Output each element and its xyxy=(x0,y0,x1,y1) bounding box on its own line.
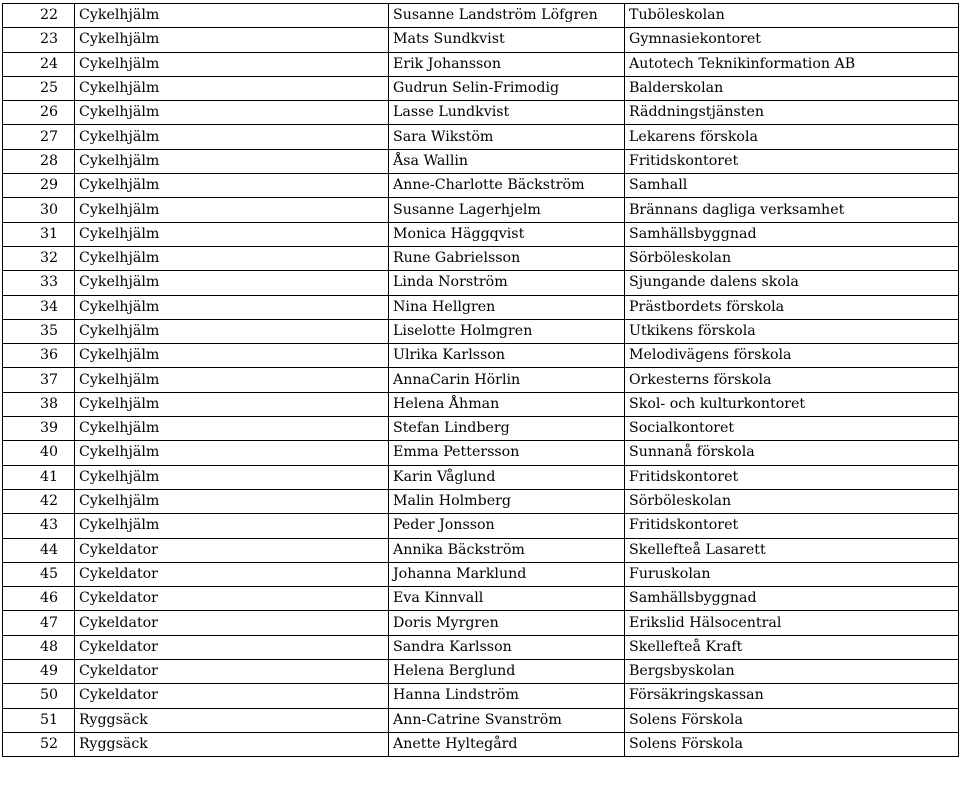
winner-name-cell: Gudrun Selin-Frimodig xyxy=(389,76,625,100)
row-number-cell: 31 xyxy=(3,222,75,246)
table-row xyxy=(3,611,959,635)
workplace-cell: Furuskolan xyxy=(625,562,959,586)
row-number-cell: 52 xyxy=(3,732,75,756)
row-number-cell: 49 xyxy=(3,660,75,684)
prize-cell: Cykeldator xyxy=(75,635,389,659)
table-row xyxy=(3,441,959,465)
table-row xyxy=(3,368,959,392)
workplace-cell: Sörböleskolan xyxy=(625,489,959,513)
prize-cell: Cykelhjälm xyxy=(75,125,389,149)
table-row xyxy=(3,538,959,562)
prize-cell: Cykelhjälm xyxy=(75,514,389,538)
workplace-cell: Balderskolan xyxy=(625,76,959,100)
workplace-cell: Erikslid Hälsocentral xyxy=(625,611,959,635)
workplace-cell: Skol- och kulturkontoret xyxy=(625,392,959,416)
workplace-cell: Sunnanå förskola xyxy=(625,441,959,465)
row-number-cell: 36 xyxy=(3,344,75,368)
winner-name-cell: Annika Bäckström xyxy=(389,538,625,562)
row-number-cell: 43 xyxy=(3,514,75,538)
prize-cell: Cykelhjälm xyxy=(75,222,389,246)
winner-name-cell: Karin Våglund xyxy=(389,465,625,489)
row-number-cell: 22 xyxy=(3,4,75,28)
winner-name-cell: Sara Wikstöm xyxy=(389,125,625,149)
row-number-cell: 37 xyxy=(3,368,75,392)
winner-name-cell: Helena Berglund xyxy=(389,660,625,684)
row-number-cell: 24 xyxy=(3,52,75,76)
prize-cell: Cykelhjälm xyxy=(75,4,389,28)
workplace-cell: Sörböleskolan xyxy=(625,246,959,270)
table-row xyxy=(3,635,959,659)
workplace-cell: Samhall xyxy=(625,174,959,198)
table-row xyxy=(3,271,959,295)
table-row xyxy=(3,587,959,611)
prize-cell: Cykelhjälm xyxy=(75,198,389,222)
table-row xyxy=(3,246,959,270)
row-number-cell: 39 xyxy=(3,417,75,441)
row-number-cell: 25 xyxy=(3,76,75,100)
row-number-cell: 30 xyxy=(3,198,75,222)
winner-name-cell: Nina Hellgren xyxy=(389,295,625,319)
prize-cell: Cykelhjälm xyxy=(75,246,389,270)
table-row xyxy=(3,514,959,538)
prize-cell: Cykelhjälm xyxy=(75,28,389,52)
row-number-cell: 44 xyxy=(3,538,75,562)
row-number-cell: 32 xyxy=(3,246,75,270)
row-number-cell: 51 xyxy=(3,708,75,732)
table-row xyxy=(3,52,959,76)
prize-cell: Cykeldator xyxy=(75,538,389,562)
winner-name-cell: Doris Myrgren xyxy=(389,611,625,635)
workplace-cell: Fritidskontoret xyxy=(625,465,959,489)
row-number-cell: 34 xyxy=(3,295,75,319)
row-number-cell: 46 xyxy=(3,587,75,611)
winner-name-cell: Monica Häggqvist xyxy=(389,222,625,246)
table-row xyxy=(3,295,959,319)
prize-cell: Cykelhjälm xyxy=(75,392,389,416)
table-row xyxy=(3,101,959,125)
table-row xyxy=(3,76,959,100)
workplace-cell: Bergsbyskolan xyxy=(625,660,959,684)
winner-name-cell: AnnaCarin Hörlin xyxy=(389,368,625,392)
workplace-cell: Fritidskontoret xyxy=(625,149,959,173)
workplace-cell: Försäkringskassan xyxy=(625,684,959,708)
table-row xyxy=(3,660,959,684)
prize-cell: Ryggsäck xyxy=(75,708,389,732)
workplace-cell: Fritidskontoret xyxy=(625,514,959,538)
winner-name-cell: Åsa Wallin xyxy=(389,149,625,173)
workplace-cell: Räddningstjänsten xyxy=(625,101,959,125)
table-row xyxy=(3,392,959,416)
workplace-cell: Orkesterns förskola xyxy=(625,368,959,392)
winner-name-cell: Susanne Landström Löfgren xyxy=(389,4,625,28)
workplace-cell: Utkikens förskola xyxy=(625,319,959,343)
row-number-cell: 50 xyxy=(3,684,75,708)
prize-cell: Cykelhjälm xyxy=(75,465,389,489)
row-number-cell: 26 xyxy=(3,101,75,125)
winner-name-cell: Peder Jonsson xyxy=(389,514,625,538)
workplace-cell: Skellefteå Kraft xyxy=(625,635,959,659)
winner-name-cell: Ann-Catrine Svanström xyxy=(389,708,625,732)
winner-name-cell: Lasse Lundkvist xyxy=(389,101,625,125)
prize-cell: Cykeldator xyxy=(75,562,389,586)
winner-name-cell: Anne-Charlotte Bäckström xyxy=(389,174,625,198)
workplace-cell: Sjungande dalens skola xyxy=(625,271,959,295)
row-number-cell: 35 xyxy=(3,319,75,343)
winners-table xyxy=(2,3,959,757)
prize-cell: Cykeldator xyxy=(75,587,389,611)
workplace-cell: Brännans dagliga verksamhet xyxy=(625,198,959,222)
prize-cell: Cykelhjälm xyxy=(75,368,389,392)
table-row xyxy=(3,708,959,732)
workplace-cell: Melodivägens förskola xyxy=(625,344,959,368)
winner-name-cell: Liselotte Holmgren xyxy=(389,319,625,343)
table-row xyxy=(3,28,959,52)
table-row xyxy=(3,222,959,246)
winner-name-cell: Rune Gabrielsson xyxy=(389,246,625,270)
winner-name-cell: Sandra Karlsson xyxy=(389,635,625,659)
table-row xyxy=(3,125,959,149)
row-number-cell: 23 xyxy=(3,28,75,52)
winners-table-body xyxy=(3,4,959,757)
prize-cell: Cykelhjälm xyxy=(75,417,389,441)
table-row xyxy=(3,198,959,222)
row-number-cell: 33 xyxy=(3,271,75,295)
prize-cell: Cykelhjälm xyxy=(75,319,389,343)
table-row xyxy=(3,684,959,708)
winner-name-cell: Helena Åhman xyxy=(389,392,625,416)
prize-cell: Ryggsäck xyxy=(75,732,389,756)
prize-cell: Cykelhjälm xyxy=(75,344,389,368)
workplace-cell: Socialkontoret xyxy=(625,417,959,441)
winner-name-cell: Mats Sundkvist xyxy=(389,28,625,52)
prize-cell: Cykelhjälm xyxy=(75,489,389,513)
winner-name-cell: Johanna Marklund xyxy=(389,562,625,586)
row-number-cell: 27 xyxy=(3,125,75,149)
workplace-cell: Skellefteå Lasarett xyxy=(625,538,959,562)
winner-name-cell: Erik Johansson xyxy=(389,52,625,76)
table-row xyxy=(3,465,959,489)
table-row xyxy=(3,344,959,368)
row-number-cell: 28 xyxy=(3,149,75,173)
row-number-cell: 40 xyxy=(3,441,75,465)
prize-cell: Cykelhjälm xyxy=(75,149,389,173)
winner-name-cell: Stefan Lindberg xyxy=(389,417,625,441)
prize-cell: Cykeldator xyxy=(75,611,389,635)
row-number-cell: 38 xyxy=(3,392,75,416)
row-number-cell: 48 xyxy=(3,635,75,659)
winner-name-cell: Emma Pettersson xyxy=(389,441,625,465)
workplace-cell: Samhällsbyggnad xyxy=(625,587,959,611)
table-row xyxy=(3,489,959,513)
winner-name-cell: Linda Norström xyxy=(389,271,625,295)
prize-cell: Cykelhjälm xyxy=(75,174,389,198)
row-number-cell: 47 xyxy=(3,611,75,635)
table-row xyxy=(3,732,959,756)
workplace-cell: Solens Förskola xyxy=(625,732,959,756)
table-row xyxy=(3,149,959,173)
workplace-cell: Samhällsbyggnad xyxy=(625,222,959,246)
table-row xyxy=(3,319,959,343)
row-number-cell: 42 xyxy=(3,489,75,513)
prize-cell: Cykelhjälm xyxy=(75,52,389,76)
table-row xyxy=(3,417,959,441)
workplace-cell: Gymnasiekontoret xyxy=(625,28,959,52)
row-number-cell: 41 xyxy=(3,465,75,489)
workplace-cell: Lekarens förskola xyxy=(625,125,959,149)
table-row xyxy=(3,562,959,586)
workplace-cell: Solens Förskola xyxy=(625,708,959,732)
winner-name-cell: Anette Hyltegård xyxy=(389,732,625,756)
table-row xyxy=(3,174,959,198)
prize-cell: Cykelhjälm xyxy=(75,441,389,465)
row-number-cell: 29 xyxy=(3,174,75,198)
winner-name-cell: Hanna Lindström xyxy=(389,684,625,708)
winner-name-cell: Malin Holmberg xyxy=(389,489,625,513)
prize-cell: Cykelhjälm xyxy=(75,101,389,125)
workplace-cell: Prästbordets förskola xyxy=(625,295,959,319)
prize-cell: Cykelhjälm xyxy=(75,295,389,319)
row-number-cell: 45 xyxy=(3,562,75,586)
prize-cell: Cykeldator xyxy=(75,660,389,684)
prize-cell: Cykeldator xyxy=(75,684,389,708)
winner-name-cell: Ulrika Karlsson xyxy=(389,344,625,368)
winner-name-cell: Eva Kinnvall xyxy=(389,587,625,611)
prize-cell: Cykelhjälm xyxy=(75,76,389,100)
prize-cell: Cykelhjälm xyxy=(75,271,389,295)
table-row xyxy=(3,4,959,28)
workplace-cell: Tuböleskolan xyxy=(625,4,959,28)
workplace-cell: Autotech Teknikinformation AB xyxy=(625,52,959,76)
winner-name-cell: Susanne Lagerhjelm xyxy=(389,198,625,222)
